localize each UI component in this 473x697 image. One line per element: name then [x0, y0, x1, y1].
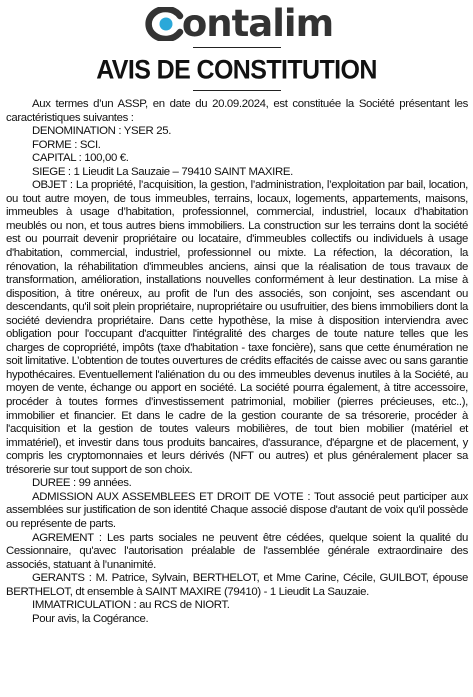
duree-line: DUREE : 99 années.	[32, 477, 132, 490]
immatriculation-line: IMMATRICULATION : au RCS de NIORT.	[32, 599, 230, 612]
intro-paragraph: Aux termes d’un ASSP, en date du 20.09.2024, est constituée la Société présentant les caractéristiques suivantes :	[6, 98, 468, 124]
gerants-paragraph: GERANTS : M. Patrice, Sylvain, BERTHELOT, et Mme Carine, Cécile, GUILBOT, épouse BERTHELOT, dt ensemble à SAINT MAXIRE (79410) - 1 Lieudit La Sauzaie.	[6, 572, 468, 598]
title-rule-bottom	[193, 90, 281, 91]
notice-body	[6, 98, 468, 626]
agrement-paragraph: AGREMENT : Les parts sociales ne peuvent être cédées, quelque soient la qualité du Cessionnaire, qu'avec l'autorisation préalable de l'assemblée générale extraordinaire des associés, statuant à l’unanimité.	[6, 531, 468, 571]
page-title: AVIS DE CONSTITUTION	[96, 54, 377, 86]
admission-paragraph: ADMISSION AUX ASSEMBLEES ET DROIT DE VOTE : Tout associé peut participer aux assemblées sur justification de son identité Chaque associé dispose d'autant de voix qu'il possède ou représente de parts.	[6, 490, 468, 530]
signature-line: Pour avis, la Cogérance.	[32, 612, 149, 625]
logo-wordmark: ontalim	[181, 2, 334, 45]
capital-line: CAPITAL : 100,00 €.	[32, 152, 129, 165]
logo-mark-icon	[140, 7, 184, 41]
objet-paragraph: OBJET : La propriété, l’acquisition, la gestion, l’administration, l’exploitation par bail, location, ou tout autre moyen, de tous immeubles, terrains, locaux, logements, appartements, maisons, immeubles à usage d’habitation, professionnel, commercial, industriel, locaux d’habitation meublés ou non, et tous autres biens immobiliers. La construction sur les terrains dont la société est ou pourrait devenir propriétaire ou locataire, d'immeubles collectifs ou individuels à usage d'habitation, commercial, industriel, professionnel ou mixte. La réfection, la décoration, la rénovation, la réhabilitation d'immeubles anciens, ainsi que la réalisation de tous travaux de transformation, amélioration, installations nouvelles conformément à leur destination. La mise à disposition, à titre onéreux, au profit de l'un des associés, son conjoint, ses ascendant ou descendants, qu'il soit plein propriétaire, nupropriétaire ou usufruitier, des biens immobiliers dont la société deviendra propriétaire. Dans cette hypothèse, la mise à disposition interviendra avec obligation pour l'occupant d'acquitter l'intégralité des charges de toute nature telles que les charges de copropriété, impôts (taxe d'habitation - taxe foncière), sans que cette énumération ne soit limitative. L’obtention de toutes ouvertures de crédits effacités de caisse avec ou sans garantie hypothécaires. Eventuellement l'aliénation du ou des immeubles devenus inutiles à la Société, au moyen de vente, échange ou apport en société. La société pourra également, à titre accessoire, procéder à toutes formes d’investissement patrimonial, mobilier (pierres précieuses, etc..), immobilier et financier. Et dans le cadre de la gestion courante de sa trésorerie, procéder à l'acquisition et la gestion de toutes valeurs mobilières, de tout bien mobilier (matériel et immatériel), et investir dans tous produits bancaires, d'assurance, d'épargne et de placement, y compris les cryptomonnaies et leurs dérivés (NFT ou autres) et plus généralement placer sa trésorerie sur tout support de son choix.	[6, 179, 468, 476]
title-rule-top	[193, 47, 281, 48]
denomination-line: DENOMINATION : YSER 25.	[32, 125, 172, 138]
forme-line: FORME : SCI.	[32, 138, 101, 151]
publisher-logo	[0, 4, 473, 44]
siege-line: SIEGE : 1 Lieudit La Sauzaie – 79410 SAINT MAXIRE.	[32, 165, 293, 178]
